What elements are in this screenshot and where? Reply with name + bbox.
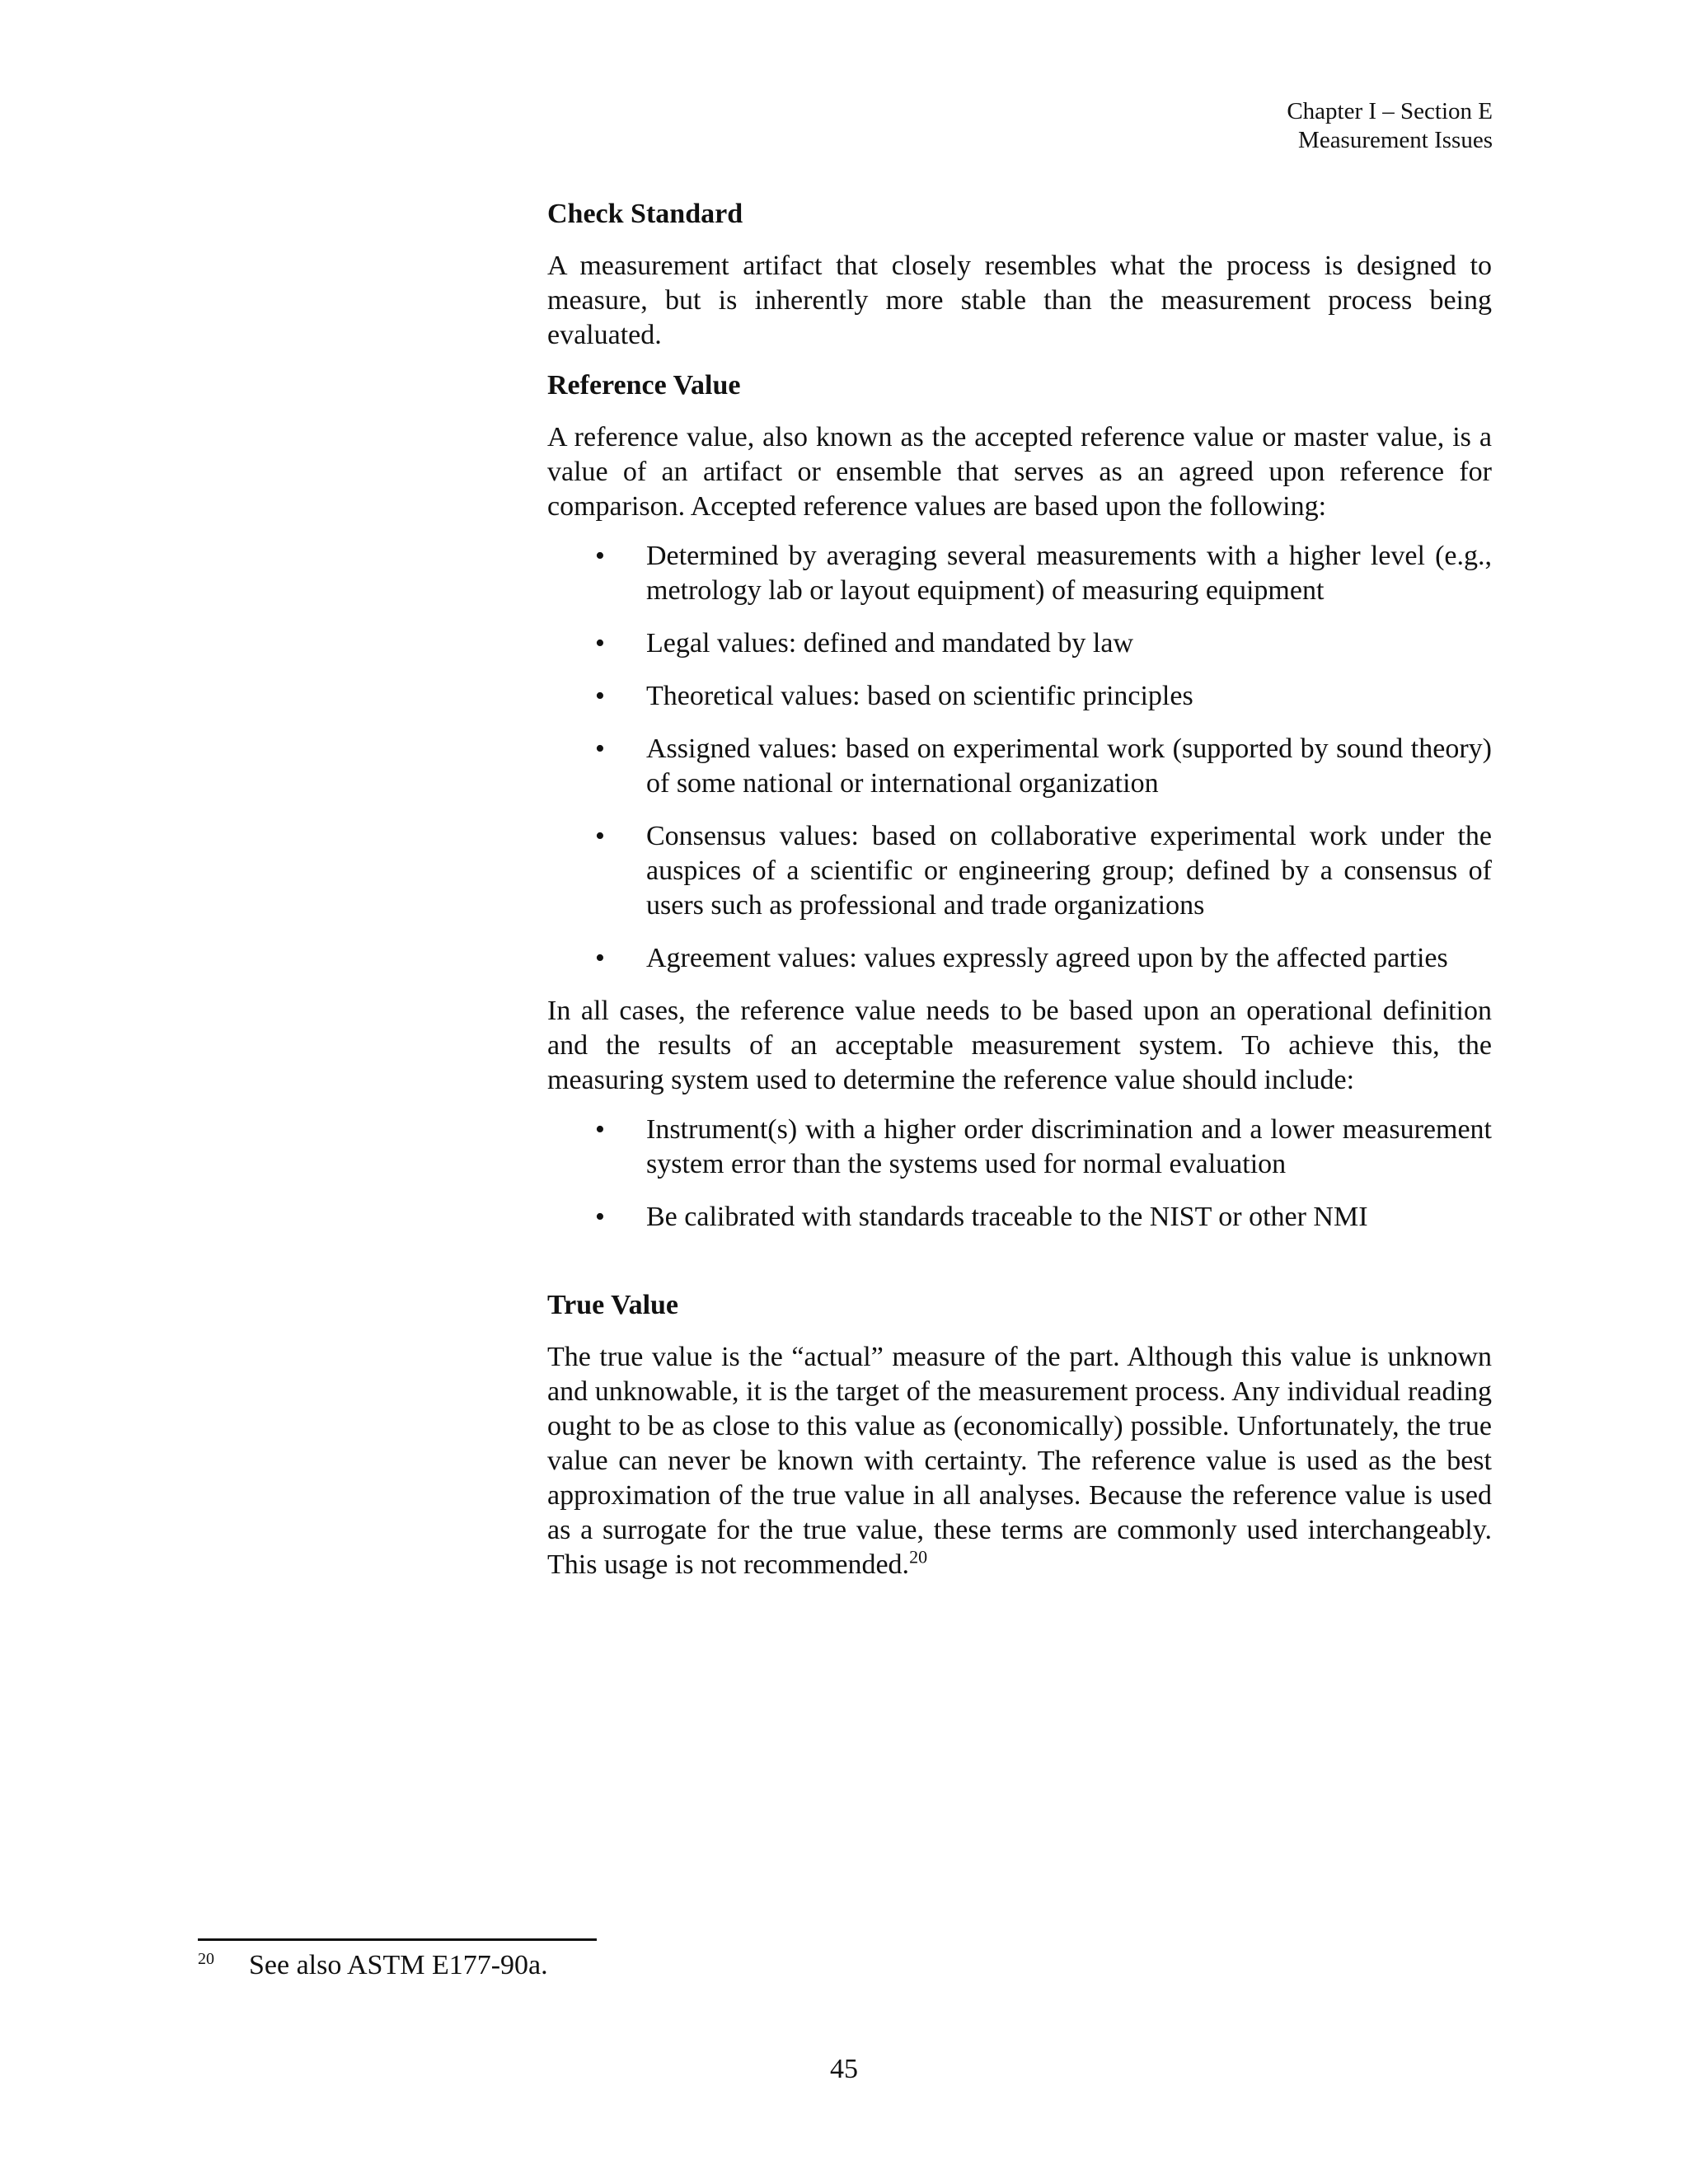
footnote-separator <box>198 1938 597 1941</box>
list-item-text: Instrument(s) with a higher order discrimination and a lower measurement system error than the systems used for normal evaluation <box>646 1114 1492 1179</box>
list-item-text: Consensus values: based on collaborative experimental work under the auspices of a scientific or engineering group; defined by a consensus of users such as professional and trade organizations <box>646 821 1492 921</box>
reference-value-heading: Reference Value <box>547 370 741 401</box>
check-standard-heading: Check Standard <box>547 199 743 229</box>
list-item <box>547 732 1492 801</box>
true-value-text: The true value is the “actual” measure of the part. Although this value is unknown and unknowable, it is the target of the measurement process. Any individual reading ought to be as close to this value as (economically) possible. Unfortunately, the true value can never be known with certainty. The reference value is used as the best approximation of the true value in all analyses. Because the reference value is used as a surrogate for the true value, these terms are commonly used interchangeably. This usage is not recommended. <box>547 1342 1492 1580</box>
reference-value-requirements-paragraph: In all cases, the reference value needs to be based upon an operational definition and the results of an acceptable measurement system. To achieve this, the measuring system used to determine the reference value should include: <box>547 996 1492 1095</box>
bullet-icon: • <box>595 733 605 764</box>
list-item <box>547 941 1492 976</box>
list-item-text: Be calibrated with standards traceable to the NIST or other NMI <box>646 1202 1368 1232</box>
true-value-paragraph <box>547 1340 1492 1582</box>
true-value-heading: True Value <box>547 1290 679 1320</box>
bullet-icon: • <box>595 943 605 973</box>
reference-value-basis-list <box>547 539 1492 976</box>
footnote-text: See also ASTM E177-90a. <box>249 1950 548 1980</box>
running-header <box>1287 97 1493 155</box>
list-item <box>547 679 1492 714</box>
check-standard-paragraph: A measurement artifact that closely resembles what the process is designed to measure, but is inherently more stable than the measurement process being evaluated. <box>547 251 1492 350</box>
list-item-text: Assigned values: based on experimental work (supported by sound theory) of some national or international organization <box>646 733 1492 799</box>
list-item <box>547 626 1492 661</box>
list-item <box>547 539 1492 608</box>
list-item <box>547 1200 1492 1235</box>
footnote-reference[interactable]: 20 <box>909 1546 928 1568</box>
bullet-icon: • <box>595 1202 605 1232</box>
list-item-text: Determined by averaging several measurements with a higher level (e.g., metrology lab or layout equipment) of measuring equipment <box>646 541 1492 606</box>
list-item <box>547 819 1492 923</box>
list-item <box>547 1113 1492 1182</box>
main-content <box>547 196 1492 1597</box>
header-section-title: Measurement Issues <box>1298 127 1493 153</box>
page-number: 45 <box>830 2054 858 2084</box>
bullet-icon: • <box>595 628 605 658</box>
bullet-icon: • <box>595 821 605 851</box>
list-item-text: Agreement values: values expressly agreed upon by the affected parties <box>646 943 1448 973</box>
header-chapter: Chapter I – Section E <box>1287 98 1493 124</box>
list-item-text: Legal values: defined and mandated by law <box>646 628 1133 658</box>
bullet-icon: • <box>595 681 605 711</box>
footnote: 20 See also ASTM E177-90a. <box>198 1949 548 1980</box>
bullet-icon: • <box>595 541 605 571</box>
measuring-system-requirements-list <box>547 1113 1492 1235</box>
list-item-text: Theoretical values: based on scientific principles <box>646 681 1193 711</box>
reference-value-intro: A reference value, also known as the accepted reference value or master value, is a value of an artifact or ensemble that serves as an agreed upon reference for comparison. Accepted reference values are based upon the following: <box>547 422 1492 522</box>
bullet-icon: • <box>595 1114 605 1145</box>
